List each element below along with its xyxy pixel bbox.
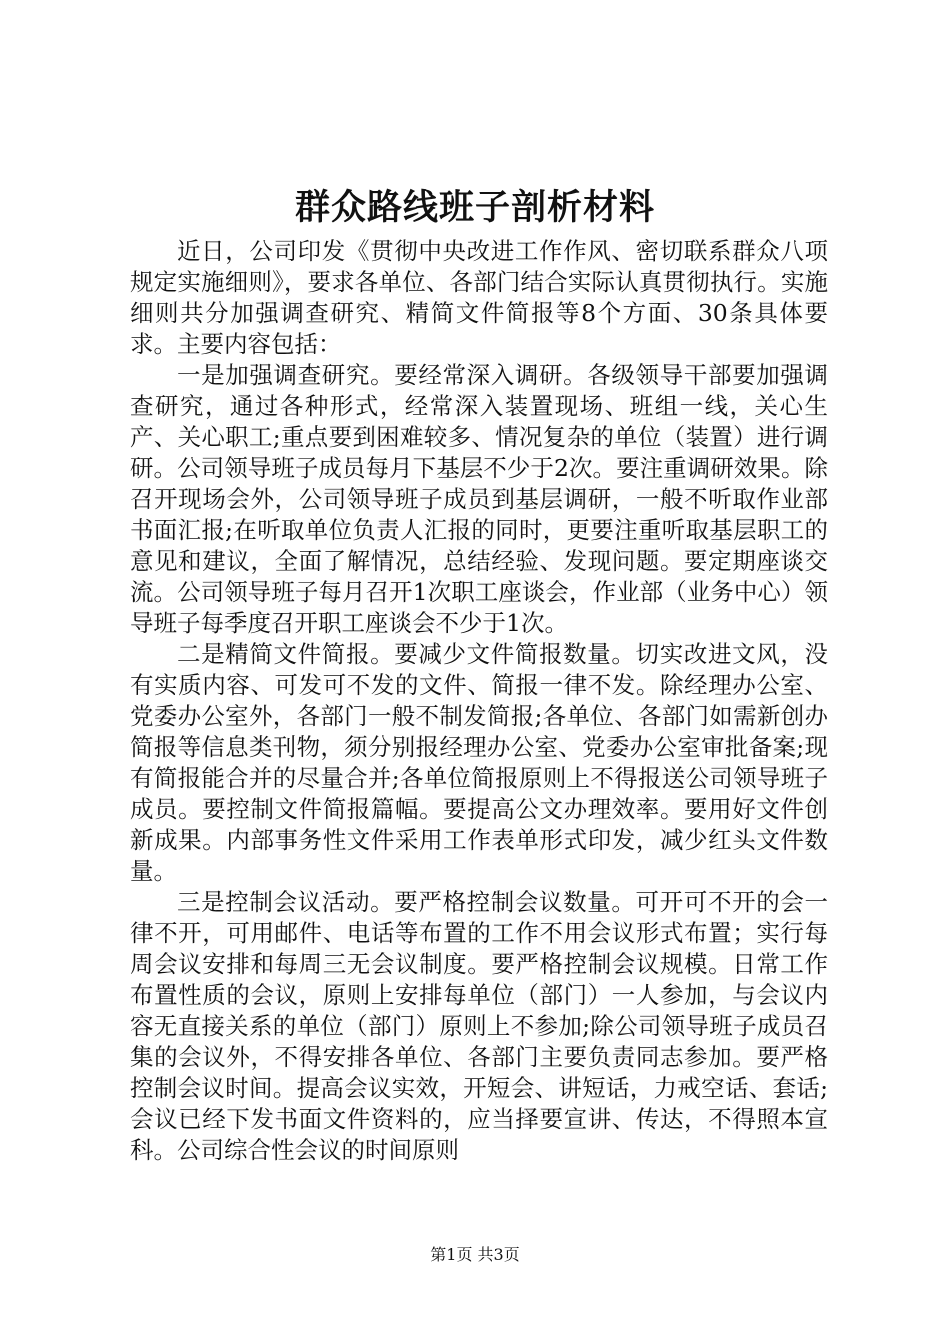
paragraph-research: 一是加强调查研究。要经常深入调研。各级领导干部要加强调查研究，通过各种形式，经常深入装置现场、班组一线，关心生产、关心职工;重点要到困难较多、情况复杂的单位（装置）进行调研。公司领导班子成员每月下基层不少于2次。要注重调研效果。除召开现场会外，公司领导班子成员到基层调研，一般不听取作业部书面汇报;在听取单位负责人汇报的同时，更要注重听取基层职工的意见和建议，全面了解情况，总结经验、发现问题。要定期座谈交流。公司领导班子每月召开1次职工座谈会，作业部（业务中心）领导班子每季度召开职工座谈会不少于1次。	[130, 361, 828, 637]
paragraph-intro: 近日，公司印发《贯彻中央改进工作作风、密切联系群众八项规定实施细则》，要求各单位、各部门结合实际认真贯彻执行。实施细则共分加强调查研究、精简文件简报等8个方面、30条具体要求。主要内容包括：	[130, 237, 828, 358]
paragraph-meetings: 三是控制会议活动。要严格控制会议数量。可开可不开的会一律不开，可用邮件、电话等布置的工作不用会议形式布置；实行每周会议安排和每周三无会议制度。要严格控制会议规模。日常工作布置性质的会议，原则上安排每单位（部门）一人参加，与会议内容无直接关系的单位（部门）原则上不参加;除公司领导班子成员召集的会议外，不得安排各单位、各部门主要负责同志参加。要严格控制会议时间。提高会议实效，开短会、讲短话，力戒空话、套话;会议已经下发书面文件资料的，应当择要宣讲、传达，不得照本宣科。公司综合性会议的时间原则	[130, 888, 828, 1164]
document-title: 群众路线班子剖析材料	[294, 187, 655, 228]
page-number-footer: 第1页 共3页	[430, 1245, 520, 1264]
document-body	[130, 236, 828, 1186]
paragraph-documents: 二是精简文件简报。要减少文件简报数量。切实改进文风，没有实质内容、可发可不发的文件、简报一律不发。除经理办公室、党委办公室外，各部门一般不制发简报;各单位、各部门如需新创办简报等信息类刊物，须分别报经理办公室、党委办公室审批备案;现有简报能合并的尽量合并;各单位简报原则上不得报送公司领导班子成员。要控制文件简报篇幅。要提高公文办理效率。要用好文件创新成果。内部事务性文件采用工作表单形式印发，减少红头文件数量。	[130, 640, 828, 885]
